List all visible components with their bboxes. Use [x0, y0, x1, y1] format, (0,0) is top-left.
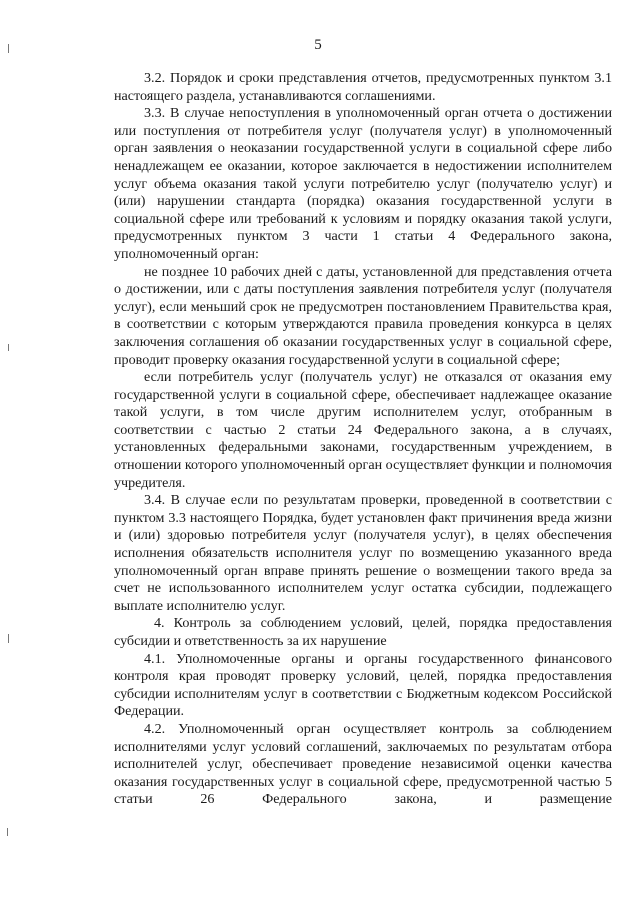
paragraph-4-1: 4.1. Уполномоченные органы и органы государственного финансового контроля края проводят проверку условий, целей, порядка предоставления субсидии исполнителям услуг в соответствии с Бюджетным кодексом Российской Федерации.: [114, 650, 612, 720]
document-body: [114, 70, 612, 809]
section-4-heading: 4. Контроль за соблюдением условий, целей, порядка предоставления субсидии и ответственность за их нарушение: [114, 615, 612, 649]
left-margin-mark-4: [7, 828, 8, 836]
paragraph-3-4: 3.4. В случае если по результатам проверки, проведенной в соответствии с пунктом 3.3 настоящего Порядка, будет установлен факт причинения вреда жизни и (или) здоровью потребителя услуг (получателя услуг), в целях обеспечения исполнения обязательств исполнителя услуг по возмещению указанного вреда уполномоченный орган вправе принять решение о возмещении такого вреда за счет не использованного исполнителем услуг остатка субсидии, подлежащего выплате исполнителю услуг.: [114, 492, 612, 614]
left-margin-mark-1: [8, 44, 9, 53]
paragraph-4-2: 4.2. Уполномоченный орган осуществляет контроль за соблюдением исполнителями услуг условий соглашений, заключаемых по результатам отбора исполнителей услуг, обеспечивает проведение независимой оценки качества оказания государственных услуг в социальной сфере, предусмотренной частью 5 статьи 26 Федерального закона, и размещение: [114, 720, 612, 808]
paragraph-3-3: 3.3. В случае непоступления в уполномоченный орган отчета о достижении или поступления от потребителя услуг (получателя услуг) в уполномоченный орган заявления о неоказании государственной услуги в социальной сфере либо ненадлежащем ее оказании, которое заключается в недостижении исполнителем услуг объема оказания такой услуги потребителю услуг (получателю услуг) и (или) нарушении стандарта (порядка) оказания государственной услуги в социальной сфере или требований к условиям и порядку оказания такой услуги, предусмотренных пунктом 3 части 1 статьи 4 Федерального закона, уполномоченный орган:: [114, 105, 612, 262]
paragraph-3-3-deadline: не позднее 10 рабочих дней с даты, установленной для представления отчета о достижении, или с даты поступления заявления потребителя услуг (получателя услуг), если меньший срок не предусмотрен постановлением Правительства края, в соответствии с которым утверждаются правила проведения конкурса в целях заключения соглашения об оказании государственных услуг в социальной сфере, проводит проверку оказания государственной услуги в социальной сфере;: [114, 263, 612, 368]
paragraph-3-3-provision: если потребитель услуг (получатель услуг) не отказался от оказания ему государственной услуги в социальной сфере, обеспечивает надлежащее оказание такой услуги, в том числе другим исполнителем услуг, отобранным в соответствии с частью 2 статьи 24 Федерального закона, а в случаях, установленных федеральными законами, государственным учреждением, в отношении которого уполномоченный орган осуществляет функции и полномочия учредителя.: [114, 369, 612, 491]
left-margin-mark-2: [8, 344, 9, 351]
page-number: 5: [314, 37, 322, 53]
left-margin-mark-3: [8, 634, 9, 643]
paragraph-3-2: 3.2. Порядок и сроки представления отчетов, предусмотренных пунктом 3.1 настоящего раздела, устанавливаются соглашениями.: [114, 70, 612, 104]
